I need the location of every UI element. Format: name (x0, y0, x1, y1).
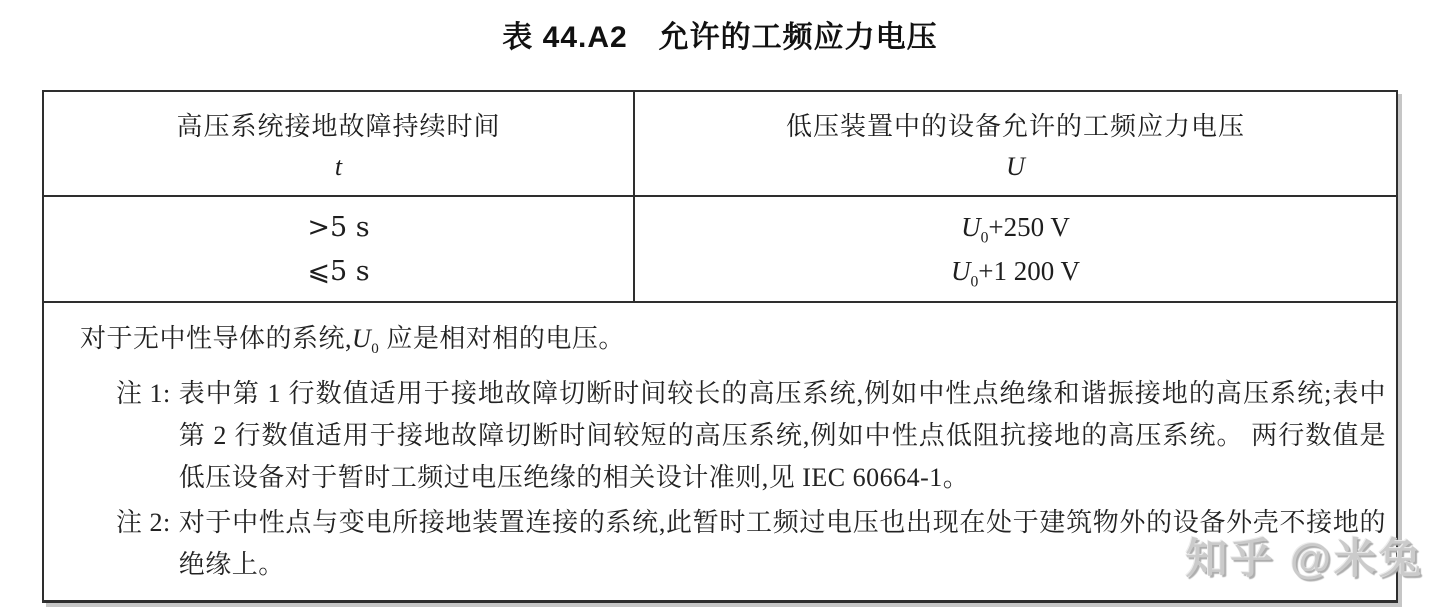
header-duration-title: 高压系统接地故障持续时间 (176, 111, 501, 141)
note-intro-subscript: 0 (371, 341, 380, 358)
header-cell-voltage (635, 92, 1396, 195)
note-intro (80, 318, 1386, 370)
voltage-amount: +250 V (988, 211, 1070, 242)
note-intro-post: 应是相对相的电压。 (379, 324, 625, 353)
duration-row-1: >5 s (307, 211, 370, 243)
voltage-subscript: 0 (980, 228, 989, 246)
voltage-row-1 (961, 211, 1070, 246)
header-cell-duration (44, 92, 635, 195)
voltage-amount: +1 200 V (978, 255, 1081, 286)
note-intro-pre: 对于无中性导体的系统, (80, 324, 353, 353)
note-1-text: 表中第 1 行数值适用于接地故障切断时间较长的高压系统,例如中性点绝缘和谐振接地的高压系统;表中第 2 行数值适用于接地故障切断时间较短的高压系统,例如中性点低阻抗接地的高压系统。 两行数值是低压设备对于暂时工频过电压绝缘的相关设计准则,见 IEC 60664-1。 (178, 379, 1386, 493)
voltage-row-2 (950, 255, 1081, 290)
header-voltage-symbol: U (1006, 151, 1025, 181)
table-header-row (44, 92, 1396, 197)
header-duration-symbol: t (334, 151, 343, 181)
note-2-text: 对于中性点与变电所接地装置连接的系统,此暂时工频过电压也出现在处于建筑物外的设备外壳不接地的绝缘上。 (178, 508, 1386, 580)
table-caption: 表 44.A2 允许的工频应力电压 (502, 21, 938, 54)
duration-values-cell (44, 197, 635, 301)
voltage-values-cell (635, 197, 1396, 301)
table-data-rows (44, 197, 1396, 303)
voltage-symbol: U (950, 255, 971, 286)
note-intro-symbol: U (352, 324, 372, 353)
note-1-label: 注 1: (116, 379, 171, 409)
note-2-label: 注 2: (116, 508, 171, 538)
voltage-subscript: 0 (970, 272, 979, 290)
duration-row-2: ⩽5 s (307, 255, 370, 287)
watermark: 知乎 @米兔 (1185, 535, 1424, 582)
header-voltage-title: 低压装置中的设备允许的工频应力电压 (785, 111, 1245, 141)
voltage-symbol: U (961, 211, 981, 242)
note-1 (116, 373, 1386, 499)
